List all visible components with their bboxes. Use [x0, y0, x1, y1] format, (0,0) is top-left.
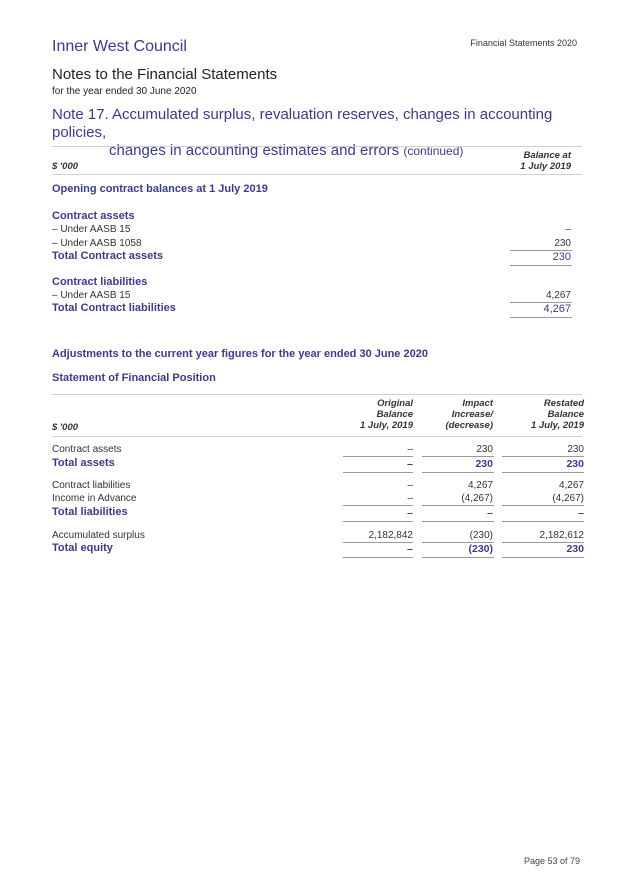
total-contract-liabilities-value: 4,267	[543, 303, 571, 315]
note-title-line2: changes in accounting estimates and errors	[109, 142, 400, 159]
contract-liabilities-label: Contract liabilities	[52, 480, 131, 491]
subtotal-rule	[502, 505, 584, 506]
total-liabilities-restated: –	[578, 507, 584, 519]
income-in-advance-label: Income in Advance	[52, 493, 137, 504]
total-assets-impact: 230	[475, 458, 493, 470]
contract-liabilities-heading: Contract liabilities	[52, 276, 148, 288]
table1-col-header-line2: 1 July 2019	[520, 161, 571, 172]
adjustments-heading: Adjustments to the current year figures for the year ended 30 June 2020	[52, 348, 428, 360]
accumulated-surplus-original: 2,182,842	[368, 530, 413, 541]
total-assets-original: –	[407, 458, 413, 470]
income-in-advance-impact: (4,267)	[461, 493, 493, 504]
accumulated-surplus-restated: 2,182,612	[539, 530, 584, 541]
subtotal-rule	[422, 456, 494, 457]
total-rule	[502, 557, 584, 558]
total-rule	[510, 265, 572, 266]
total-rule	[422, 557, 494, 558]
total-rule	[343, 521, 413, 522]
total-contract-assets-value: 230	[552, 251, 571, 263]
note-title-line1: Note 17. Accumulated surplus, revaluation reserves, changes in accounting policies,	[52, 106, 553, 141]
organisation-name: Inner West Council	[52, 38, 187, 55]
col-header-line: Original	[377, 398, 413, 409]
total-rule	[510, 317, 572, 318]
table2-top-rule	[52, 394, 582, 395]
accumulated-surplus-impact: (230)	[469, 530, 493, 541]
table1-col-header	[520, 150, 571, 172]
table1-col-header-line1: Balance at	[523, 150, 571, 161]
report-title: Financial Statements 2020	[470, 38, 577, 48]
contract-assets-impact: 230	[476, 444, 493, 455]
total-contract-liabilities-label: Total Contract liabilities	[52, 302, 176, 314]
col-header-line: Balance	[547, 409, 584, 420]
col-header-line: Balance	[376, 409, 413, 420]
total-rule	[422, 472, 494, 473]
total-equity-original: –	[407, 543, 413, 555]
total-liabilities-label: Total liabilities	[52, 506, 128, 518]
sofp-heading: Statement of Financial Position	[52, 372, 216, 384]
col-header-restated	[531, 398, 584, 431]
total-rule	[502, 472, 584, 473]
contract-assets-original: –	[407, 444, 413, 455]
col-header-line: 1 July, 2019	[531, 420, 584, 431]
row-label: – Under AASB 15	[52, 290, 131, 301]
subtotal-rule	[343, 542, 413, 543]
contract-assets-heading: Contract assets	[52, 210, 135, 222]
table2-header-rule	[52, 436, 582, 437]
total-liabilities-original: –	[407, 507, 413, 519]
total-assets-label: Total assets	[52, 457, 115, 469]
col-header-original	[360, 398, 413, 431]
table1-top-rule	[52, 146, 582, 147]
col-header-line: 1 July, 2019	[360, 420, 413, 431]
note-title	[52, 106, 592, 160]
total-equity-impact: (230)	[468, 543, 493, 555]
accumulated-surplus-label: Accumulated surplus	[52, 530, 145, 541]
row-value: –	[565, 224, 571, 235]
subtotal-rule	[422, 505, 494, 506]
subtotal-rule	[343, 456, 413, 457]
row-value: 4,267	[545, 290, 571, 301]
total-rule	[502, 521, 584, 522]
col-header-line: (decrease)	[445, 420, 493, 431]
col-header-line: Increase/	[451, 409, 493, 420]
table1-header-rule	[52, 174, 582, 175]
subtotal-rule	[343, 505, 413, 506]
contract-liabilities-original: –	[407, 480, 413, 491]
subtotal-rule	[502, 456, 584, 457]
income-in-advance-original: –	[407, 493, 413, 504]
contract-liabilities-restated: 4,267	[558, 480, 584, 491]
row-label: – Under AASB 1058	[52, 238, 142, 249]
total-equity-restated: 230	[566, 543, 584, 555]
row-label: – Under AASB 15	[52, 224, 131, 235]
total-contract-assets-label: Total Contract assets	[52, 250, 164, 262]
col-header-line: Restated	[543, 398, 584, 409]
opening-heading: Opening contract balances at 1 July 2019	[52, 183, 268, 195]
contract-liabilities-impact: 4,267	[467, 480, 493, 491]
page-number: Page 53 of 79	[523, 856, 580, 866]
table2-unit: $ '000	[52, 422, 79, 433]
row-value: 230	[554, 238, 571, 249]
contract-assets-label: Contract assets	[52, 444, 122, 455]
total-liabilities-impact: –	[487, 507, 493, 519]
period-subtitle: for the year ended 30 June 2020	[52, 86, 197, 97]
total-rule	[343, 472, 413, 473]
total-rule	[343, 557, 413, 558]
notes-title: Notes to the Financial Statements	[52, 66, 278, 83]
total-rule	[422, 521, 494, 522]
continued-label: (continued)	[403, 144, 464, 158]
income-in-advance-restated: (4,267)	[552, 493, 584, 504]
contract-assets-restated: 230	[567, 444, 584, 455]
total-equity-label: Total equity	[52, 542, 113, 554]
col-header-line: Impact	[462, 398, 493, 409]
col-header-impact	[445, 398, 493, 431]
table1-unit: $ '000	[52, 161, 79, 172]
total-assets-restated: 230	[566, 458, 584, 470]
